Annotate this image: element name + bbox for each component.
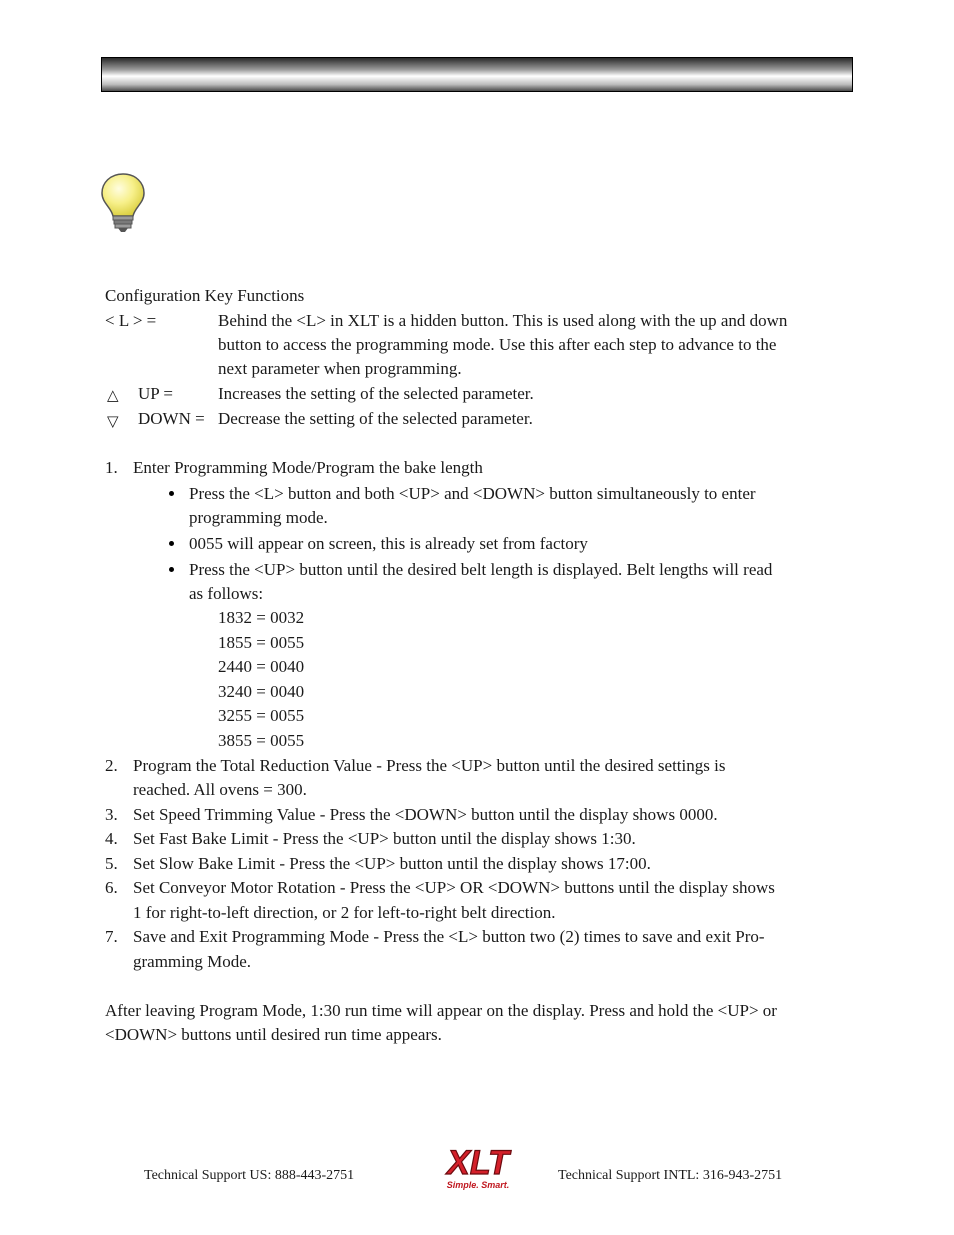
step-number: 4. (105, 829, 118, 848)
step-1-bullet-3-line2: as follows: (189, 584, 264, 603)
step-3: Set Speed Trimming Value - Press the <DOWN> button until the display shows 0000. (133, 805, 718, 824)
l-key-desc-line2: button to access the programming mode. Use this after each step to advance to the (218, 335, 777, 354)
step-1-title: Enter Programming Mode/Program the bake length (133, 458, 483, 477)
lightbulb-icon (100, 172, 146, 234)
step-1-bullet-1-line2: programming mode. (189, 508, 328, 527)
step-number: 6. (105, 878, 118, 897)
down-triangle-icon: ▽ (107, 412, 119, 430)
step-number: 5. (105, 854, 118, 873)
step-number: 1. (105, 458, 118, 477)
header-bar (101, 57, 853, 92)
l-key-desc-line3: next parameter when programming. (218, 359, 462, 378)
logo-tagline: Simple. Smart. (446, 1180, 510, 1190)
down-key-desc: Decrease the setting of the selected parameter. (218, 409, 533, 428)
l-key-desc-line1: Behind the <L> in XLT is a hidden button. This is used along with the up and down (218, 311, 788, 330)
after-note-line2: <DOWN> buttons until desired run time appears. (105, 1025, 442, 1044)
logo-text: XLT (447, 1144, 509, 1182)
belt-length-row: 3255 = 0055 (218, 706, 305, 725)
step-1-bullet-2: 0055 will appear on screen, this is already set from factory (189, 534, 588, 553)
bullet-marker (169, 567, 174, 572)
step-6-line2: 1 for right-to-left direction, or 2 for left-to-right belt direction. (133, 903, 556, 922)
up-triangle-icon: △ (107, 386, 119, 404)
bullet-marker (169, 491, 174, 496)
step-2-line2: reached. All ovens = 300. (133, 780, 307, 799)
belt-length-row: 2440 = 0040 (218, 657, 305, 676)
belt-length-row: 1832 = 0032 (218, 608, 305, 627)
down-key-label: DOWN = (138, 409, 205, 428)
step-1-bullet-3-line1: Press the <UP> button until the desired belt length is displayed. Belt lengths will read (189, 560, 773, 579)
config-heading: Configuration Key Functions (105, 286, 305, 305)
step-2-line1: Program the Total Reduction Value - Press the <UP> button until the desired settings is (133, 756, 726, 775)
belt-length-row: 3855 = 0055 (218, 731, 305, 750)
bullet-marker (169, 541, 174, 546)
after-note-line1: After leaving Program Mode, 1:30 run time will appear on the display. Press and hold the <UP> or (105, 1001, 777, 1020)
step-number: 3. (105, 805, 118, 824)
up-key-desc: Increases the setting of the selected parameter. (218, 384, 534, 403)
xlt-logo (428, 1140, 528, 1192)
support-us: Technical Support US: 888-443-2751 (144, 1168, 355, 1183)
step-7-line1: Save and Exit Programming Mode - Press the <L> button two (2) times to save and exit Pro- (133, 927, 765, 946)
step-5: Set Slow Bake Limit - Press the <UP> button until the display shows 17:00. (133, 854, 651, 873)
belt-length-row: 3240 = 0040 (218, 682, 305, 701)
step-number: 7. (105, 927, 118, 946)
step-1-bullet-1-line1: Press the <L> button and both <UP> and <DOWN> button simultaneously to enter (189, 484, 756, 503)
step-4: Set Fast Bake Limit - Press the <UP> button until the display shows 1:30. (133, 829, 636, 848)
step-number: 2. (105, 756, 118, 775)
support-intl: Technical Support INTL: 316-943-2751 (558, 1168, 783, 1183)
l-key-label: < L > = (105, 311, 157, 330)
belt-length-row: 1855 = 0055 (218, 633, 305, 652)
step-6-line1: Set Conveyor Motor Rotation - Press the <UP> OR <DOWN> buttons until the display shows (133, 878, 775, 897)
up-key-label: UP = (138, 384, 173, 403)
step-7-line2: gramming Mode. (133, 952, 252, 971)
